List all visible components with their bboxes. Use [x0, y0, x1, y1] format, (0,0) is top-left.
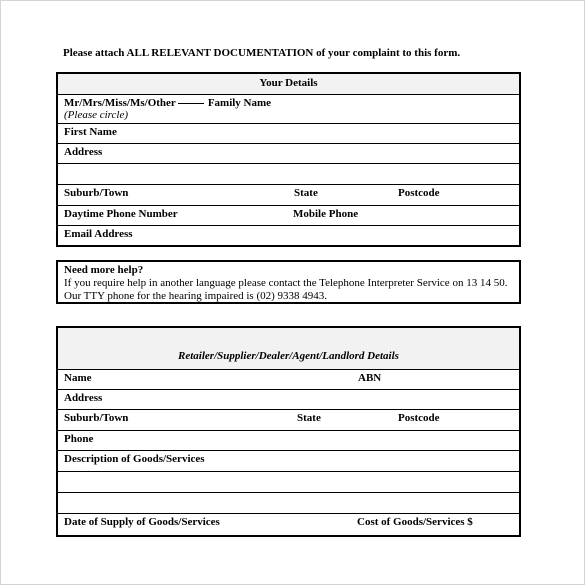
email-row[interactable] — [58, 226, 519, 246]
abn-label: ABN — [358, 372, 382, 384]
first-name-row[interactable] — [58, 124, 519, 144]
retailer-suburb-row[interactable] — [58, 410, 519, 431]
daytime-phone-label: Daytime Phone Number — [64, 208, 178, 220]
family-name-label: Family Name — [207, 97, 272, 109]
name-label: Name — [64, 372, 92, 384]
your-details-heading: Your Details — [58, 74, 519, 95]
name-abn-row[interactable] — [58, 370, 519, 390]
help-title: Need more help? — [64, 264, 144, 276]
suburb-state-postcode-row[interactable] — [58, 185, 519, 206]
retailer-address-row[interactable] — [58, 390, 519, 410]
supply-cost-row[interactable] — [58, 514, 519, 535]
address-row[interactable] — [58, 144, 519, 164]
state-label: State — [294, 187, 318, 199]
mobile-phone-label: Mobile Phone — [293, 208, 359, 220]
title-blank-line — [178, 103, 204, 104]
your-details-section — [56, 72, 521, 247]
suburb-label: Suburb/Town — [64, 187, 129, 199]
retailer-details-section — [56, 326, 521, 537]
first-name-label: First Name — [64, 126, 117, 138]
retailer-suburb-label: Suburb/Town — [64, 412, 129, 424]
description-row-2[interactable] — [58, 472, 519, 493]
help-line-tty: Our TTY phone for the hearing impaired is (02) 9338 4943. — [64, 290, 328, 302]
title-family-name-row[interactable] — [58, 95, 519, 124]
description-row-3[interactable] — [58, 493, 519, 514]
retailer-postcode-label: Postcode — [398, 412, 440, 424]
retailer-details-heading: Retailer/Supplier/Dealer/Agent/Landlord Details — [58, 328, 519, 370]
please-circle-note: (Please circle) — [64, 109, 129, 121]
date-supply-label: Date of Supply of Goods/Services — [64, 516, 220, 528]
email-label: Email Address — [64, 228, 133, 240]
help-line-interpreter: If you require help in another language please contact the Telephone Interpreter Service on 13 14 50. — [64, 277, 508, 289]
address-label: Address — [64, 146, 103, 158]
retailer-phone-row[interactable] — [58, 431, 519, 451]
retailer-state-label: State — [297, 412, 321, 424]
cost-label: Cost of Goods/Services $ — [357, 516, 473, 528]
phone-row[interactable] — [58, 206, 519, 226]
retailer-phone-label: Phone — [64, 433, 94, 445]
postcode-label: Postcode — [398, 187, 440, 199]
address-row-2[interactable] — [58, 164, 519, 185]
description-label: Description of Goods/Services — [64, 453, 205, 465]
retailer-address-label: Address — [64, 392, 103, 404]
title-label: Mr/Mrs/Miss/Ms/Other Family Name — [64, 97, 272, 109]
description-row[interactable] — [58, 451, 519, 472]
intro-instruction: Please attach ALL RELEVANT DOCUMENTATION of your complaint to this form. — [63, 47, 461, 59]
help-box — [56, 260, 521, 304]
